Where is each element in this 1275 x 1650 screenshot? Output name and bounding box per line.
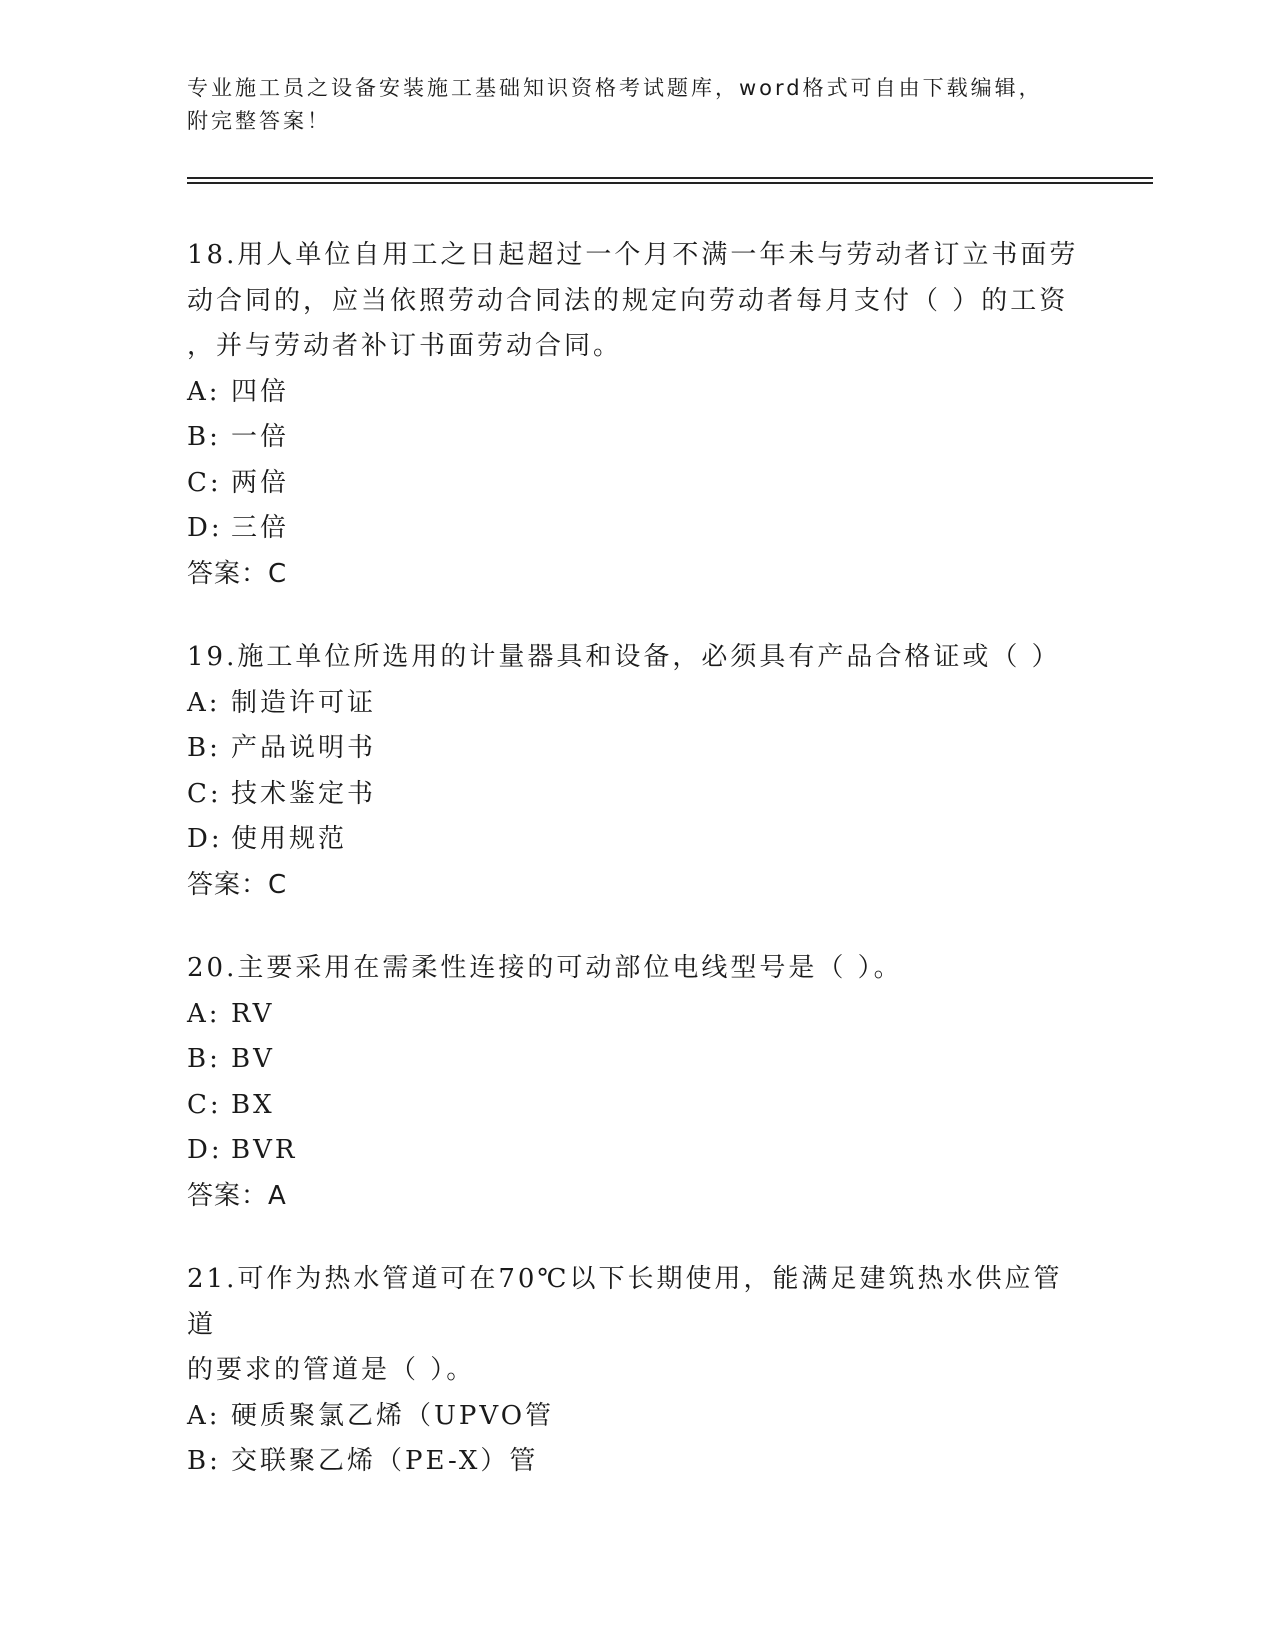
question-block [187,946,1087,1219]
option-text: 产品说明书 [231,733,377,763]
option-text: 技术鉴定书 [231,778,377,809]
answer-option [187,817,1087,863]
answer-line: 答案：C [187,558,288,589]
option-text: 制造许可证 [231,687,377,718]
answer-option [187,992,1087,1038]
option-key: C: [187,467,222,498]
header-line-1: 专业施工员之设备安装施工基础知识资格考试题库，word格式可自由下载编辑， [187,76,1043,100]
question-block [187,233,1087,597]
answer-line: 答案：A [187,1180,287,1211]
option-key: D: [187,824,223,854]
answer-option [187,726,1087,772]
option-key: B: [187,1044,221,1074]
answer-line: 答案：C [187,869,288,900]
option-text: 一倍 [231,422,290,452]
answer-option [187,772,1087,818]
answer-option [187,461,1087,507]
answer-option [187,1083,1087,1129]
option-text: 使用规范 [231,824,348,854]
option-text: BX [231,1089,275,1120]
header-line-2: 附完整答案！ [187,109,331,133]
option-key: A: [187,687,221,718]
header-divider-top [187,177,1153,179]
question-list [187,233,1087,1523]
question-stem-line: 21.可作为热水管道可在70℃以下长期使用，能满足建筑热水供应管道 [187,1264,1063,1340]
question-stem-line: 20.主要采用在需柔性连接的可动部位电线型号是（ ）。 [187,953,903,983]
header-divider-bottom [187,182,1153,184]
question-stem-line: ，并与劳动者补订书面劳动合同。 [187,331,623,361]
option-key: A: [187,376,221,407]
answer-option [187,1394,1087,1440]
question-stem-line: 的要求的管道是（ ）。 [187,1355,476,1385]
option-key: A: [187,998,221,1029]
question-stem-line: 19.施工单位所选用的计量器具和设备，必须具有产品合格证或（ ） [187,642,1061,672]
answer-option [187,506,1087,552]
answer-option [187,681,1087,727]
option-text: 三倍 [231,513,290,543]
option-key: B: [187,733,221,763]
option-text: RV [231,998,275,1029]
question-block [187,635,1087,908]
option-text: 四倍 [231,376,290,407]
option-key: A: [187,1400,221,1431]
document-header [187,72,1067,138]
question-stem-line: 18.用人单位自用工之日起超过一个月不满一年未与劳动者订立书面劳 [187,240,1079,270]
answer-option [187,415,1087,461]
option-text: 硬质聚氯乙烯（UPVO管 [231,1400,555,1431]
option-key: C: [187,1089,222,1120]
option-key: B: [187,1446,221,1476]
option-text: 两倍 [231,467,290,498]
answer-option [187,1037,1087,1083]
option-text: BVR [231,1135,298,1165]
question-block [187,1257,1087,1485]
option-key: B: [187,422,221,452]
answer-option [187,370,1087,416]
answer-option [187,1128,1087,1174]
option-text: 交联聚乙烯（PE-X）管 [231,1446,539,1476]
question-stem-line: 动合同的，应当依照劳动合同法的规定向劳动者每月支付（ ）的工资 [187,285,1069,316]
option-key: D: [187,1135,223,1165]
option-key: D: [187,513,223,543]
option-text: BV [231,1044,275,1074]
answer-option [187,1439,1087,1485]
option-key: C: [187,778,222,809]
